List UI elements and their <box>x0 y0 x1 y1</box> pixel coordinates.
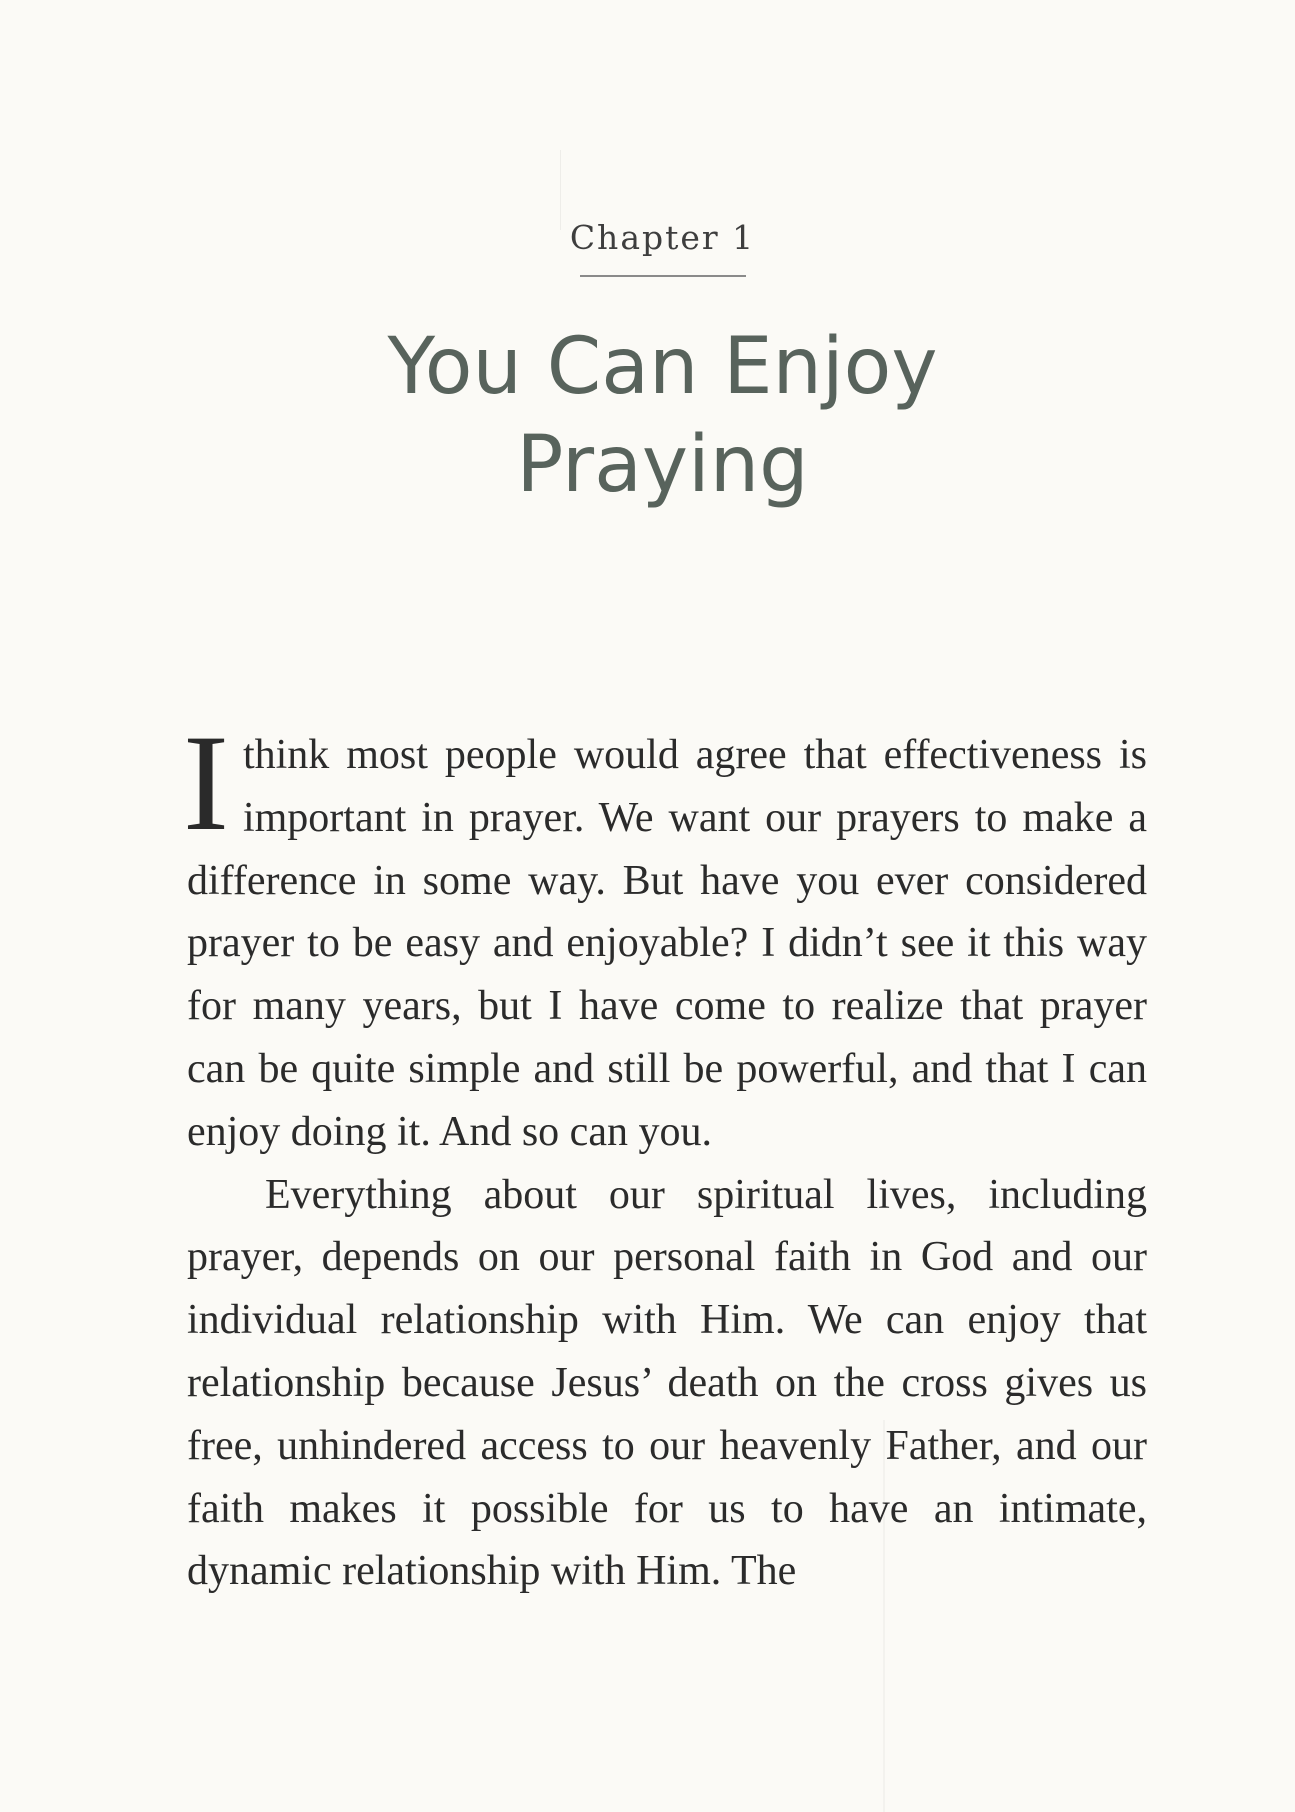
chapter-title-line-2: Praying <box>516 420 809 510</box>
body-text <box>183 706 1147 1603</box>
chapter-divider <box>580 275 746 277</box>
chapter-title <box>0 318 1295 514</box>
paragraph-2: Everything about our spiritual lives, including prayer, depends on our personal faith in God and our individual relationship with Him. We can enjoy that relationship because Jesus’ death on the cross gives us free, unhindered access to our heavenly Father, and our faith makes it possible for us to have an intimate, dynamic relationship with Him. The <box>187 1171 1147 1595</box>
chapter-label: Chapter 1 <box>569 218 756 257</box>
chapter-title-line-1: You Can Enjoy <box>387 322 938 412</box>
paragraph-1: Ithink most people would agree that effectiveness is important in prayer. We want our prayers to make a difference in some way. But have you ever considered prayer to be easy and enjoyable? I didn’t see it this way for many years, but I have come to realize that prayer can be quite simple and still be powerful, and that I can enjoy doing it. And so can you. <box>183 706 1147 1155</box>
